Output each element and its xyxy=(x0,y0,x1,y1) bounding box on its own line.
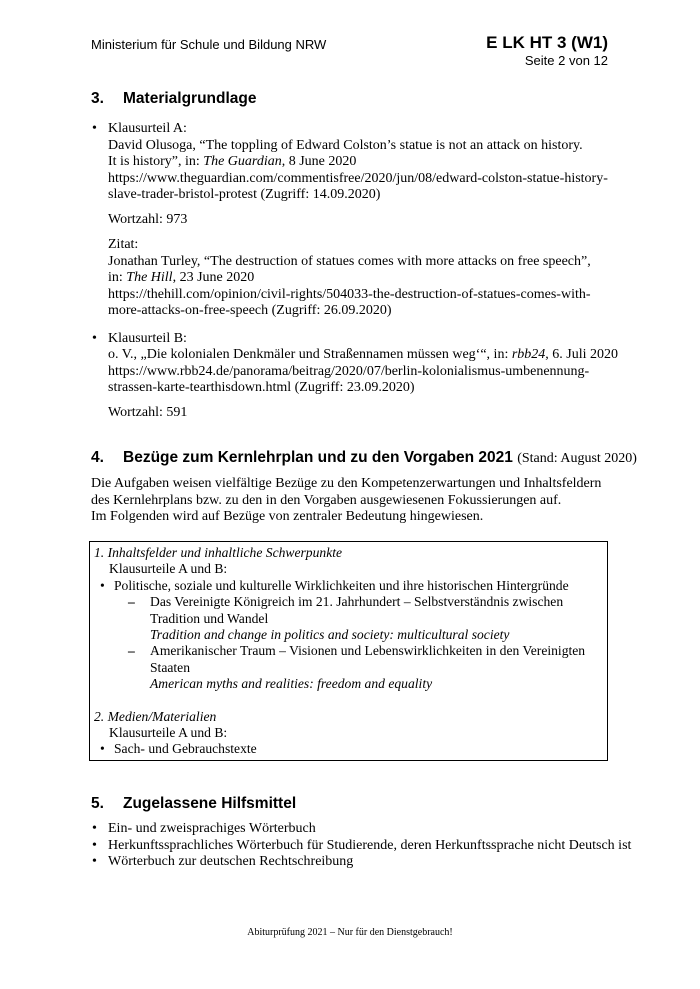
section-3-list xyxy=(91,121,626,421)
kernlehrplan-box xyxy=(89,541,608,761)
source-a-url1: https://www.theguardian.com/commentisfree/2020/jun/08/edward-colston-statue-history- xyxy=(108,170,608,186)
dash-us-line1: Amerikanischer Traum – Visionen und Lebenswirklichkeiten in den Vereinigten xyxy=(150,643,586,659)
hilfsmittel-list xyxy=(91,821,632,871)
page-number: Seite 2 von 12 xyxy=(524,53,608,68)
section-4-heading xyxy=(91,449,637,467)
list-item xyxy=(91,821,626,838)
section-4-title: Bezüge zum Kernlehrplan und zu den Vorgaben 2021 xyxy=(123,449,513,466)
box-heading-inhaltsfelder: 1. Inhaltsfelder und inhaltliche Schwerpunkte xyxy=(94,545,343,560)
source-a-date: , 8 June 2020 xyxy=(281,154,357,169)
klausurteil-a-label: • Klausurteil A: xyxy=(108,121,187,136)
source-b-publication: rbb24 xyxy=(511,347,546,362)
section-3-number: 3. xyxy=(91,90,104,107)
box-sub-klausurteile-1: Klausurteile A und B: xyxy=(109,561,228,577)
zitat-publication: The Hill xyxy=(126,270,173,285)
zitat-date: , 23 June 2020 xyxy=(172,270,255,285)
dash-us-line2: Staaten xyxy=(150,659,191,675)
page-footer: Abiturprüfung 2021 – Nur für den Dienstgebrauch! xyxy=(247,927,453,938)
header-right xyxy=(486,33,608,68)
source-a-line2 xyxy=(108,154,626,171)
box-bullet-sachtexte: • Sach- und Gebrauchstexte xyxy=(94,741,603,757)
intro-line1: Die Aufgaben weisen vielfältige Bezüge zu den Kompetenzerwartungen und Inhaltsfeldern xyxy=(91,476,602,491)
box-bullet-wirklichkeiten: • Politische, soziale und kulturelle Wirklichkeiten und ihre historischen Hintergründe xyxy=(94,578,603,594)
section-4-stand: (Stand: August 2020) xyxy=(517,451,637,466)
list-item xyxy=(91,837,632,855)
dash-uk-line1: Das Vereinigte Königreich im 21. Jahrhundert – Selbstverständnis zwischen xyxy=(150,594,564,610)
exam-code: E LK HT 3 (W1) xyxy=(486,33,608,52)
zitat-line2 xyxy=(108,270,626,287)
section-3-title: Materialgrundlage xyxy=(123,90,257,107)
hilfsmittel-item-3: • Wörterbuch zur deutschen Rechtschreibung xyxy=(108,854,354,869)
hilfsmittel-item-1: • Ein- und zweisprachiges Wörterbuch xyxy=(108,821,316,836)
source-b-text: o. V., „Die kolonialen Denkmäler und Straßennamen müssen weg‘“, in: xyxy=(108,347,512,362)
source-b-line1 xyxy=(108,347,626,364)
dash-uk-line2: Tradition und Wandel xyxy=(150,610,269,626)
source-a-line1: David Olusoga, “The toppling of Edward Colston’s statue is not an attack on history. xyxy=(108,137,583,153)
list-item xyxy=(91,854,626,871)
zitat-text: in: xyxy=(108,270,127,285)
intro-line2: des Kernlehrplans bzw. zu den in den Vorgaben ausgewiesenen Fokussierungen auf. xyxy=(91,492,562,508)
section-3-heading xyxy=(91,90,257,108)
section-4-intro xyxy=(91,476,626,526)
source-a-url2: slave-trader-bristol-protest (Zugriff: 14.09.2020) xyxy=(108,187,381,202)
dash-us-english: American myths and realities: freedom and equality xyxy=(150,676,433,692)
list-item-klausurteil-b xyxy=(91,331,626,422)
zitat-url1: https://thehill.com/opinion/civil-rights/504033-the-destruction-of-statues-comes-with- xyxy=(108,286,591,302)
source-b-wordcount: Wortzahl: 591 xyxy=(108,404,188,420)
box-dash-item-uk xyxy=(94,594,603,643)
dash-mark: – xyxy=(128,594,135,610)
source-a-publication: The Guardian xyxy=(203,154,282,169)
box-heading-medien: 2. Medien/Materialien xyxy=(94,708,217,724)
intro-line3: Im Folgenden wird auf Bezüge von zentraler Bedeutung hingewiesen. xyxy=(91,509,484,524)
source-b-date: , 6. Juli 2020 xyxy=(545,347,619,362)
list-item-klausurteil-a xyxy=(91,121,626,320)
source-b-url1: https://www.rbb24.de/panorama/beitrag/2020/07/berlin-kolonialismus-umbenennung- xyxy=(108,363,590,379)
dash-mark: – xyxy=(128,643,135,659)
zitat-label: Zitat: xyxy=(108,237,139,252)
source-a-wordcount: Wortzahl: 973 xyxy=(108,211,188,227)
zitat-url2: more-attacks-on-free-speech (Zugriff: 26.09.2020) xyxy=(108,303,392,318)
hilfsmittel-item-2: • Herkunftssprachliches Wörterbuch für Studierende, deren Herkunftssprache nicht Deutsch ist xyxy=(108,837,632,853)
source-a-text: It is history”, in: xyxy=(108,154,204,169)
box-sub-klausurteile-2: Klausurteile A und B: xyxy=(109,725,228,741)
source-b-url2: strassen-karte-tearthisdown.html (Zugriff: 23.09.2020) xyxy=(108,380,415,395)
box-dash-item-us xyxy=(94,643,603,692)
section-5-number: 5. xyxy=(91,795,104,812)
section-5-title: Zugelassene Hilfsmittel xyxy=(123,795,297,812)
section-5-heading xyxy=(91,795,296,813)
zitat-line1: Jonathan Turley, “The destruction of statues comes with more attacks on free speech”, xyxy=(108,253,591,269)
ministry-name: Ministerium für Schule und Bildung NRW xyxy=(91,37,327,52)
klausurteil-b-label: • Klausurteil B: xyxy=(108,330,187,346)
dash-uk-english: Tradition and change in politics and society: multicultural society xyxy=(150,627,510,643)
section-4-number: 4. xyxy=(91,449,104,466)
